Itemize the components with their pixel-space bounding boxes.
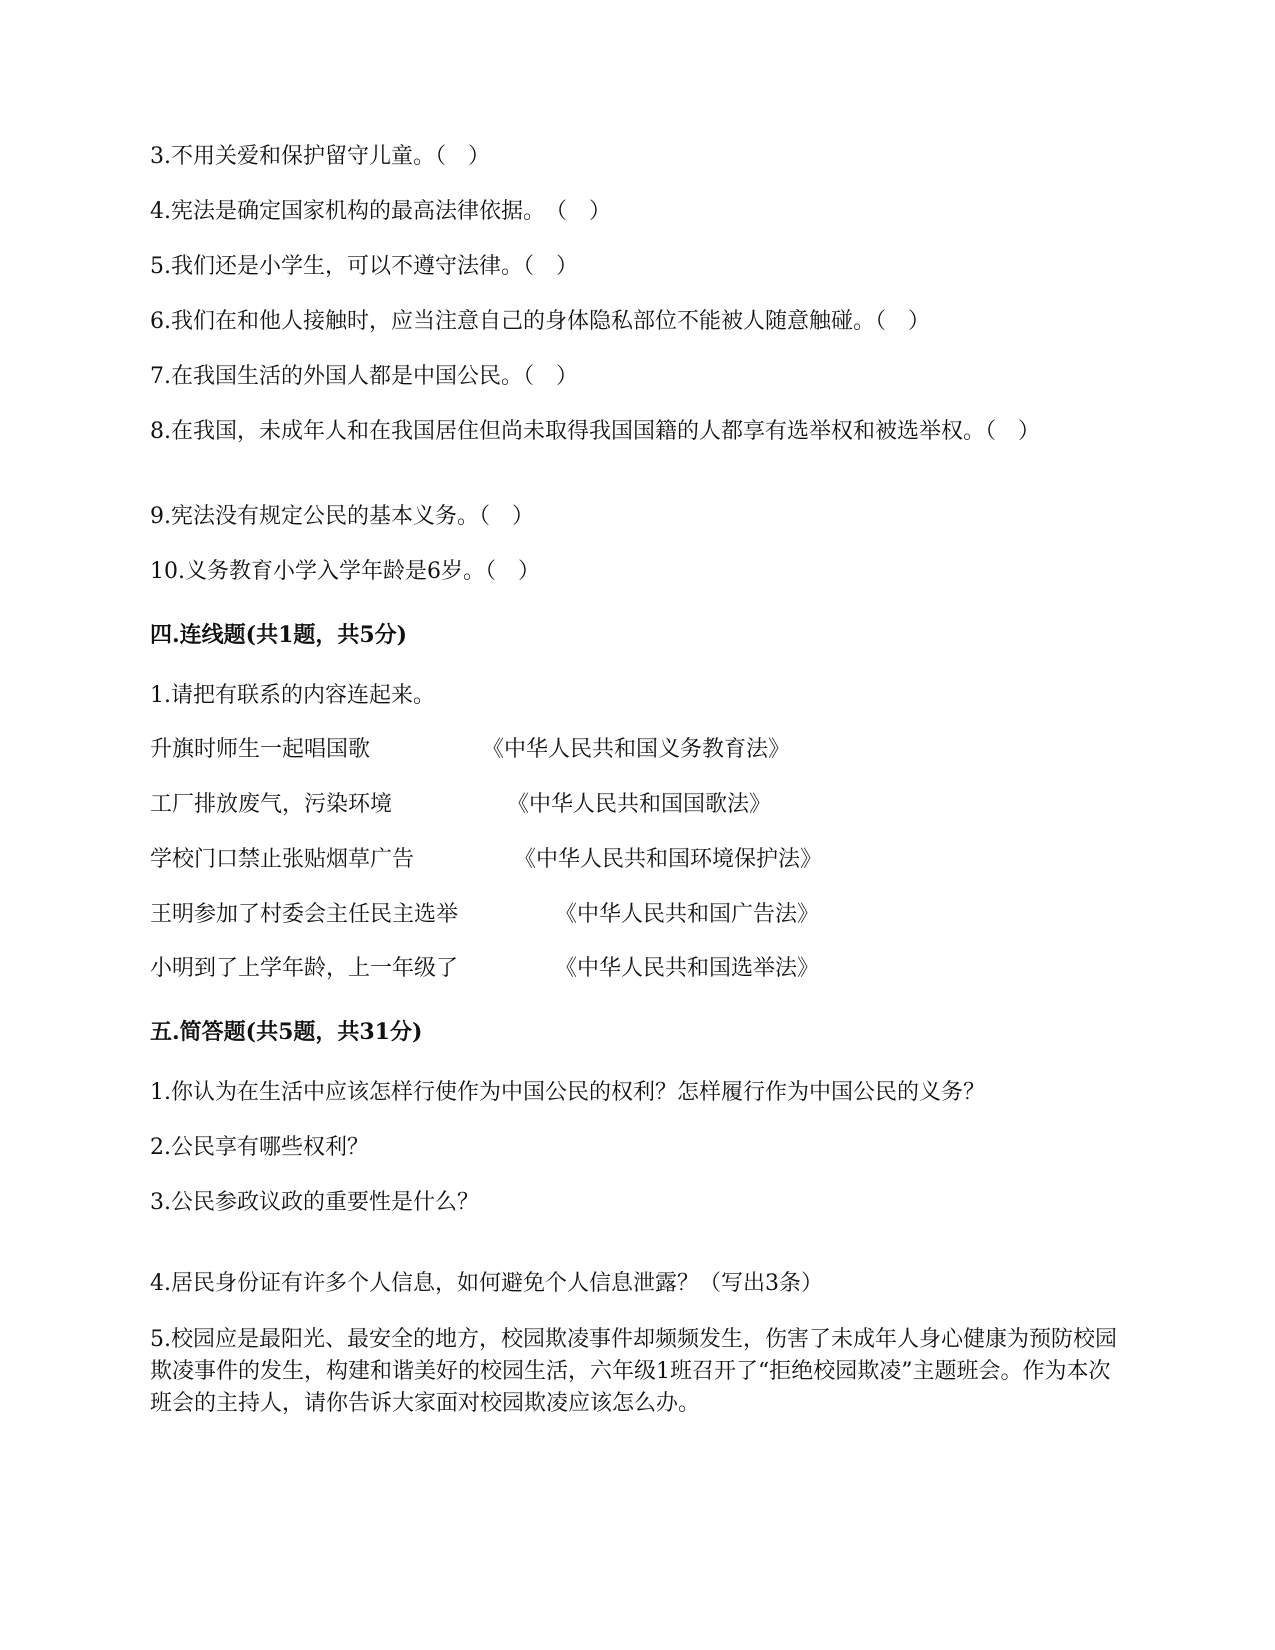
match-left-item: 学校门口禁止张贴烟草广告 bbox=[150, 847, 415, 872]
judgement-item: 10.义务教育小学入学年龄是6岁。（ ） bbox=[150, 559, 540, 584]
question-text: 3.公民参政议政的重要性是什么？ bbox=[150, 1190, 479, 1215]
section-heading: 四.连线题(共1题，共5分) bbox=[150, 622, 408, 648]
judgement-item: 9.宪法没有规定公民的基本义务。（ ） bbox=[150, 504, 534, 529]
match-left-item: 工厂排放废气，污染环境 bbox=[150, 792, 393, 817]
question-text: 5.校园应是最阳光、最安全的地方，校园欺凌事件却频频发生，伤害了未成年人身心健康为预防校园欺凌事件的发生，构建和谐美好的校园生活，六年级1班召开了“拒绝校园欺凌”主题班会。作为本次班会的主持人，请你告诉大家面对校园欺凌应该怎么办。 bbox=[150, 1327, 1117, 1416]
judgement-item: 8.在我国，未成年人和在我国居住但尚未取得我国国籍的人都享有选举权和被选举权。（ ） bbox=[150, 419, 1040, 444]
match-left-item: 小明到了上学年龄，上一年级了 bbox=[150, 956, 459, 981]
judgement-item: 7.在我国生活的外国人都是中国公民。（ ） bbox=[150, 364, 578, 389]
question-text: 4.居民身份证有许多个人信息，如何避免个人信息泄露？（写出3条） bbox=[150, 1271, 823, 1296]
match-right-item: 《中华人民共和国广告法》 bbox=[555, 902, 820, 927]
match-left-item: 升旗时师生一起唱国歌 bbox=[150, 737, 371, 762]
match-right-item: 《中华人民共和国选举法》 bbox=[555, 956, 820, 981]
section-heading: 五.简答题(共5题，共31分) bbox=[150, 1019, 423, 1045]
judgement-item: 4.宪法是确定国家机构的最高法律依据。 （ ） bbox=[150, 199, 611, 224]
judgement-item: 6.我们在和他人接触时，应当注意自己的身体隐私部位不能被人随意触碰。（ ） bbox=[150, 309, 930, 334]
judgement-item: 3.不用关爱和保护留守儿童。（ ） bbox=[150, 144, 490, 169]
match-right-item: 《中华人民共和国环境保护法》 bbox=[514, 847, 823, 872]
question-text: 2.公民享有哪些权利？ bbox=[150, 1135, 369, 1160]
match-right-item: 《中华人民共和国义务教育法》 bbox=[482, 737, 791, 762]
match-right-item: 《中华人民共和国国歌法》 bbox=[507, 792, 772, 817]
question-text: 1.请把有联系的内容连起来。 bbox=[150, 683, 435, 708]
question-text: 1.你认为在生活中应该怎样行使作为中国公民的权利？怎样履行作为中国公民的义务？ bbox=[150, 1080, 985, 1105]
judgement-item: 5.我们还是小学生，可以不遵守法律。（ ） bbox=[150, 254, 578, 279]
match-left-item: 王明参加了村委会主任民主选举 bbox=[150, 902, 459, 927]
